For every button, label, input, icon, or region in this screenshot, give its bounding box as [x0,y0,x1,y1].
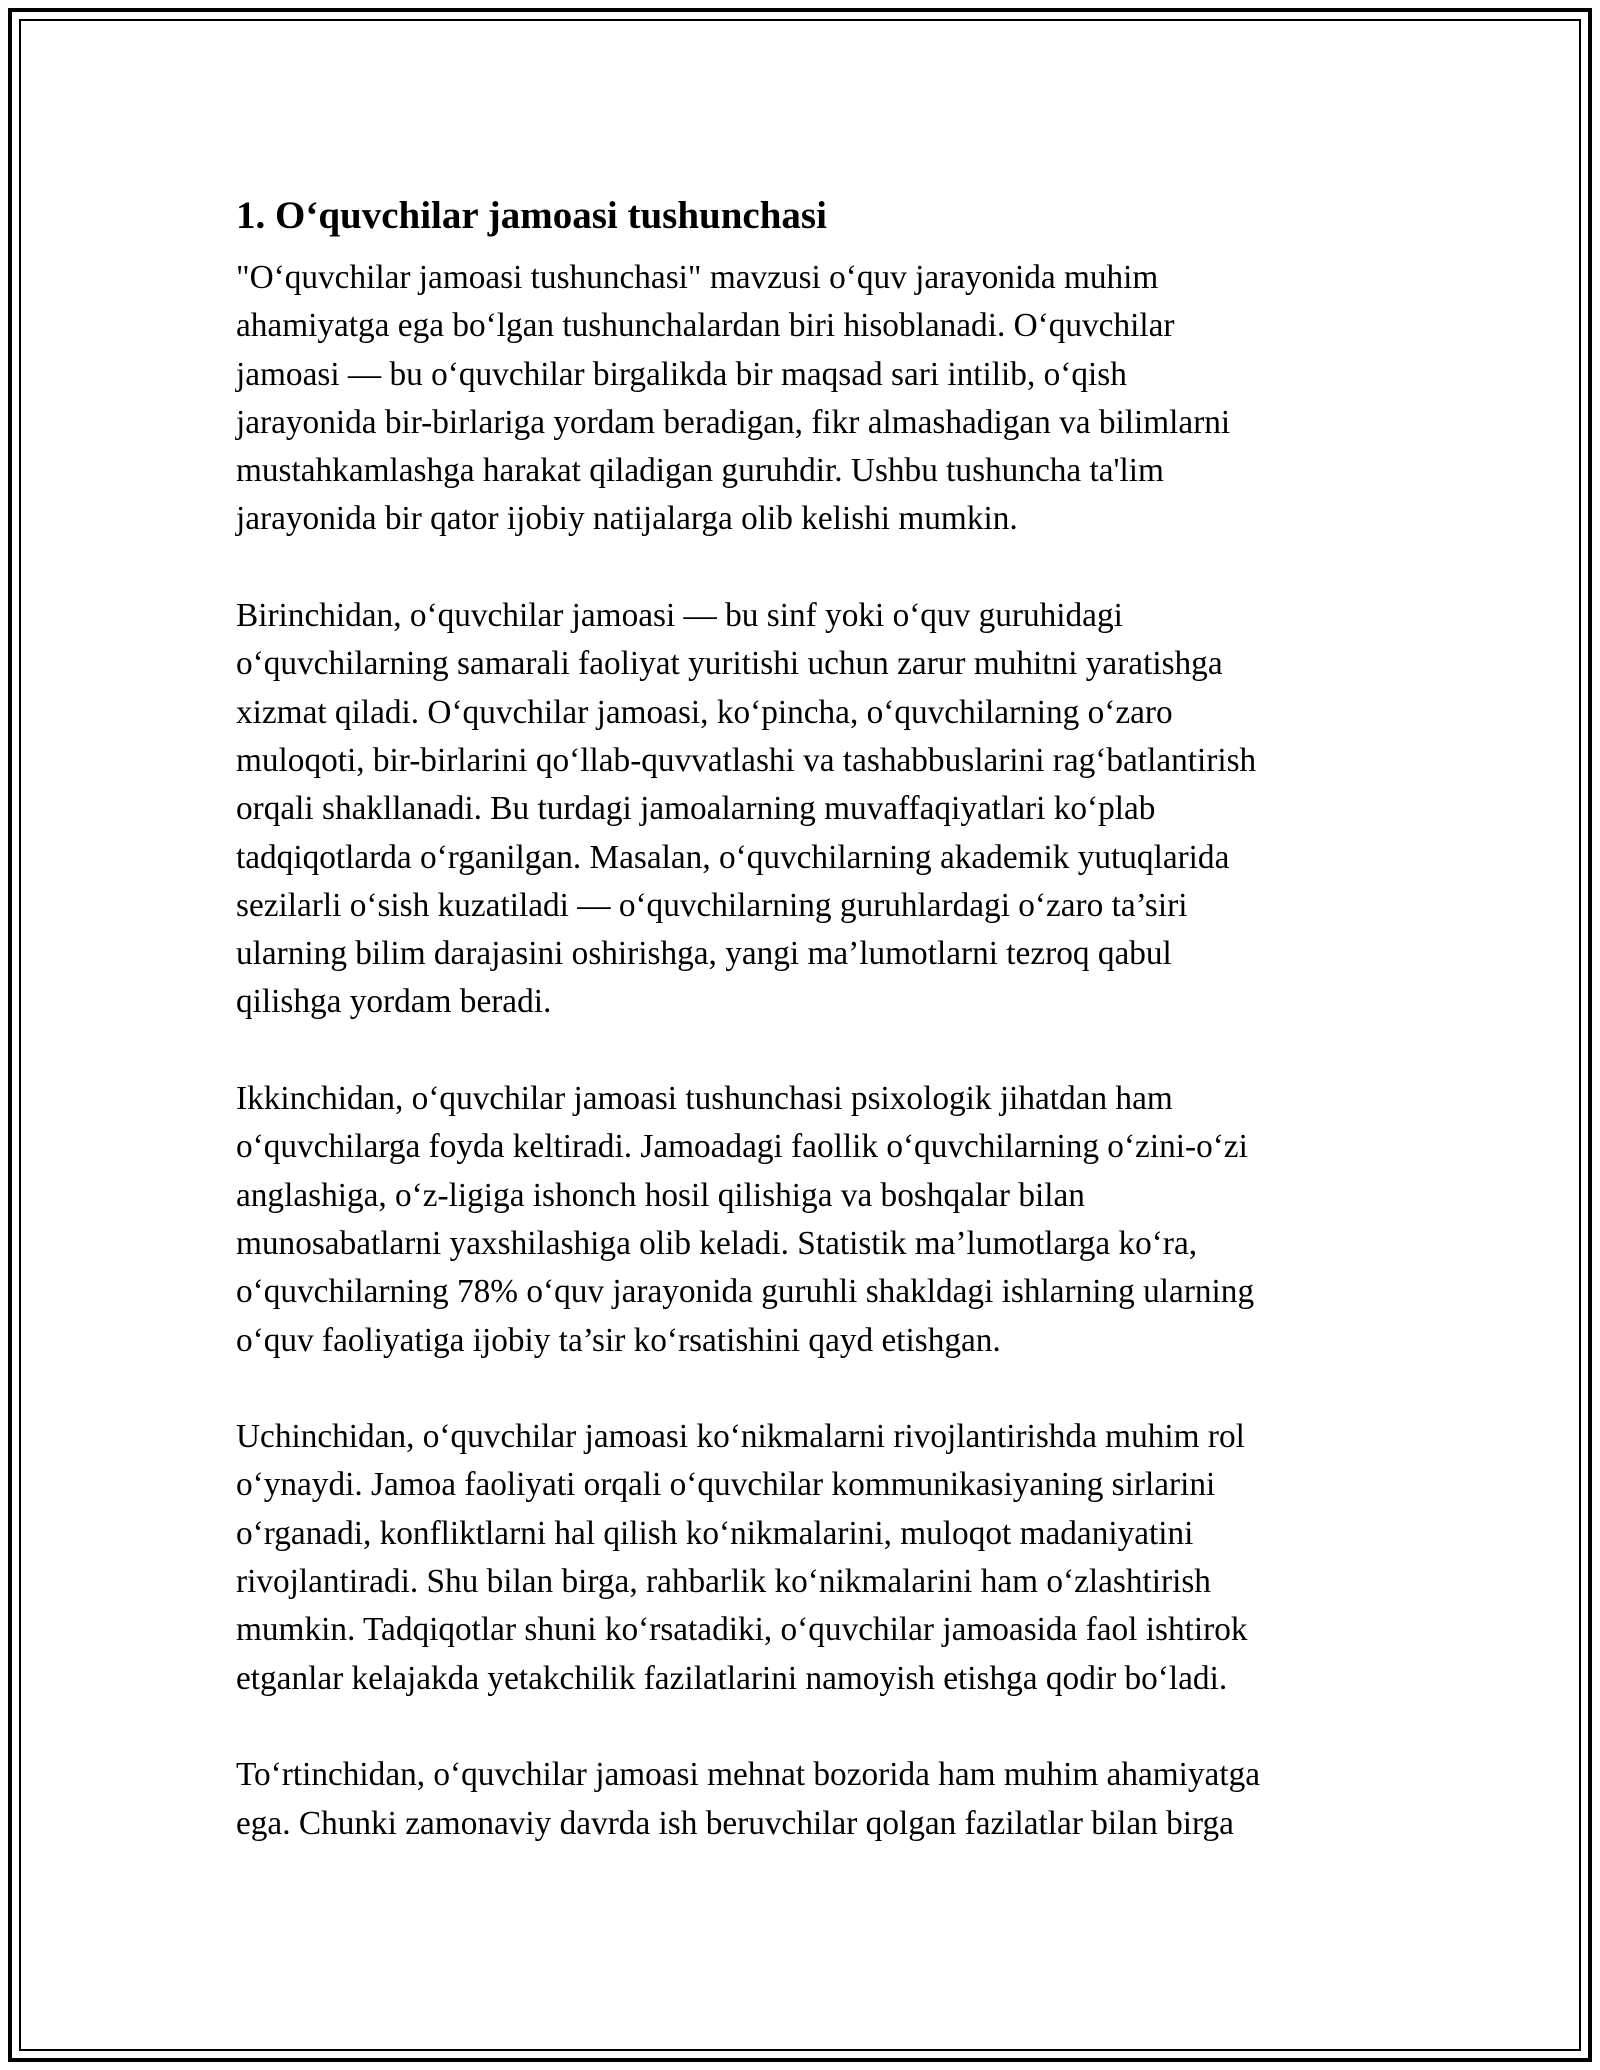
paragraph-fourth-point: To‘rtinchidan, o‘quvchilar jamoasi mehnat bozorida ham muhim ahamiyatga ega. Chunki zamonaviy davrda ish beruvchilar qolgan fazilatlar bilan birga [236,1756,1261,1842]
paragraph-third-point: Uchinchidan, o‘quvchilar jamoasi ko‘nikmalarni rivojlantirishda muhim rol o‘ynaydi. Jamoa faoliyati orqali o‘quvchilar kommunikasiyaning sirlarini o‘rganadi, konfliktlarni hal qilish ko‘nikmalarini, muloqot madaniyatini rivojlantiradi. Shu bilan birga, rahbarlik ko‘nikmalarini ham o‘zlashtirish mumkin. Tadqiqotlar shuni ko‘rsatadiki, o‘quvchilar jamoasida faol ishtirok etganlar kelajakda yetakchilik fazilatlarini namoyish etishga qodir bo‘ladi. [236,1418,1248,1697]
paragraph-intro: "O‘quvchilar jamoasi tushunchasi" mavzusi o‘quv jarayonida muhim ahamiyatga ega bo‘lgan tushunchalardan biri hisoblanadi. O‘quvchilar jamoasi — bu o‘quvchilar birgalikda bir maqsad sari intilib, o‘qish jarayonida bir-birlariga yordam beradigan, fikr almashadigan va bilimlarni mustahkamlashga harakat qiladigan guruhdir. Ushbu tushuncha ta'lim jarayonida bir qator ijobiy natijalarga olib kelishi mumkin. [236,259,1231,538]
paragraph-second-point: Ikkinchidan, o‘quvchilar jamoasi tushunchasi psixologik jihatdan ham o‘quvchilarga foyda keltiradi. Jamoadagi faollik o‘quvchilarning o‘zini-o‘zi anglashiga, o‘z-ligiga ishonch hosil qilishiga va boshqalar bilan munosabatlarni yaxshilashiga olib keladi. Statistik ma’lumotlarga ko‘ra, o‘quvchilarning 78% o‘quv jarayonida guruhli shakldagi ishlarning ularning o‘quv faoliyatiga ijobiy ta’sir ko‘rsatishini qayd etishgan. [236,1080,1255,1359]
paragraph-first-point: Birinchidan, o‘quvchilar jamoasi — bu sinf yoki o‘quv guruhidagi o‘quvchilarning samarali faoliyat yuritishi uchun zarur muhitni yaratishga xizmat qiladi. O‘quvchilar jamoasi, ko‘pincha, o‘quvchilarning o‘zaro muloqoti, bir-birlarini qo‘llab-quvvatlashi va tashabbuslarini rag‘batlantirish orqali shakllanadi. Bu turdagi jamoalarning muvaffaqiyatlari ko‘plab tadqiqotlarda o‘rganilgan. Masalan, o‘quvchilarning akademik yutuqlarida sezilarli o‘sish kuzatiladi — o‘quvchilarning guruhlardagi o‘zaro ta’siri ularning bilim darajasini oshirishga, yangi ma’lumotlarni tezroq qabul qilishga yordam beradi. [236,597,1257,1021]
section-heading: 1. O‘quvchilar jamoasi tushunchasi [236,194,827,237]
document-body [236,188,1366,1896]
